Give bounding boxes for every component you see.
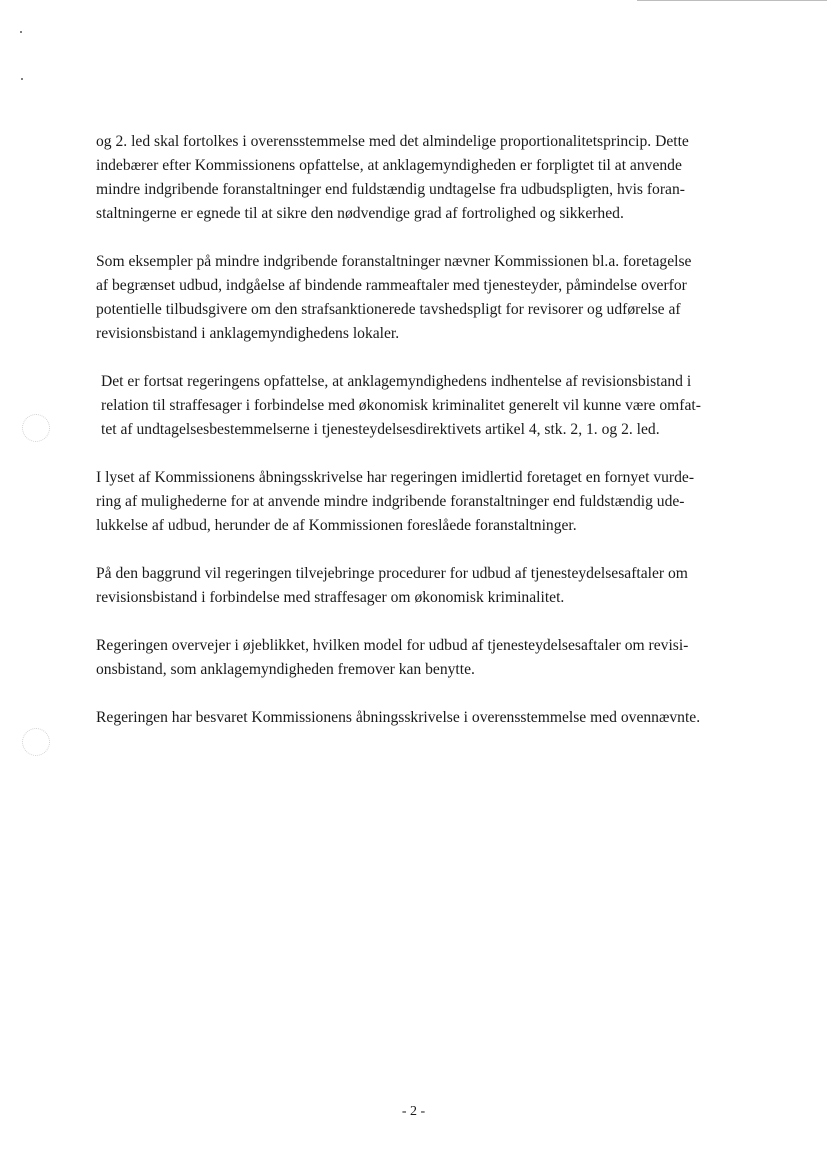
text-line: staltningerne er egnede til at sikre den nødvendige grad af fortrolighed og sikkerhed. — [96, 205, 624, 222]
text-line: lukkelse af udbud, herunder de af Kommissionen foreslåede foranstaltninger. — [96, 517, 577, 534]
scan-speck — [20, 31, 22, 33]
text-line: af begrænset udbud, indgåelse af bindende rammeaftaler med tjenesteyder, påmindelse overfor — [96, 277, 687, 294]
text-line: tet af undtagelsesbestemmelserne i tjenesteydelsesdirektivets artikel 4, stk. 2, 1. og 2. led. — [101, 421, 660, 438]
text-line: Regeringen overvejer i øjeblikket, hvilken model for udbud af tjenesteydelsesaftaler om revisi- — [96, 637, 689, 654]
text-line: potentielle tilbudsgivere om den strafsanktionerede tavshedspligt for revisorer og udførelse af — [96, 301, 681, 318]
paragraph — [96, 130, 746, 226]
text-line: mindre indgribende foranstaltninger end fuldstændig undtagelse fra udbudspligten, hvis foran- — [96, 181, 685, 198]
paragraph — [96, 706, 746, 730]
text-line: relation til straffesager i forbindelse med økonomisk kriminalitet generelt vil kunne være omfat- — [101, 397, 701, 414]
text-line: revisionsbistand i anklagemyndighedens lokaler. — [96, 325, 400, 342]
text-line: Regeringen har besvaret Kommissionens åbningsskrivelse i overensstemmelse med ovennævnte. — [96, 709, 701, 726]
text-line: Det er fortsat regeringens opfattelse, at anklagemyndighedens indhentelse af revisionsbistand i — [101, 373, 692, 390]
paragraph — [96, 562, 746, 610]
punch-hole-mark — [22, 414, 50, 442]
text-line: På den baggrund vil regeringen tilvejebringe procedurer for udbud af tjenesteydelsesaftaler om — [96, 565, 688, 582]
paragraph — [96, 250, 746, 346]
top-edge-rule — [637, 0, 827, 1]
paragraph — [96, 466, 746, 538]
text-line: I lyset af Kommissionens åbningsskrivelse har regeringen imidlertid foretaget en fornyet vurde- — [96, 469, 695, 486]
paragraph — [96, 370, 746, 442]
punch-hole-mark — [22, 728, 50, 756]
paragraph — [96, 634, 746, 682]
page-number: - 2 - — [401, 1104, 426, 1119]
scan-speck — [21, 78, 23, 80]
document-body — [96, 130, 746, 730]
text-line: onsbistand, som anklagemyndigheden fremover kan benytte. — [96, 661, 475, 678]
text-line: ring af mulighederne for at anvende mindre indgribende foranstaltninger end fuldstændig ude- — [96, 493, 685, 510]
text-line: og 2. led skal fortolkes i overensstemmelse med det almindelige proportionalitetsprincip. Dette — [96, 133, 689, 150]
text-line: indebærer efter Kommissionens opfattelse, at anklagemyndigheden er forpligtet til at anvende — [96, 157, 682, 174]
text-line: Som eksempler på mindre indgribende foranstaltninger nævner Kommissionen bl.a. foretagelse — [96, 253, 692, 270]
text-line: revisionsbistand i forbindelse med straffesager om økonomisk kriminalitet. — [96, 589, 565, 606]
